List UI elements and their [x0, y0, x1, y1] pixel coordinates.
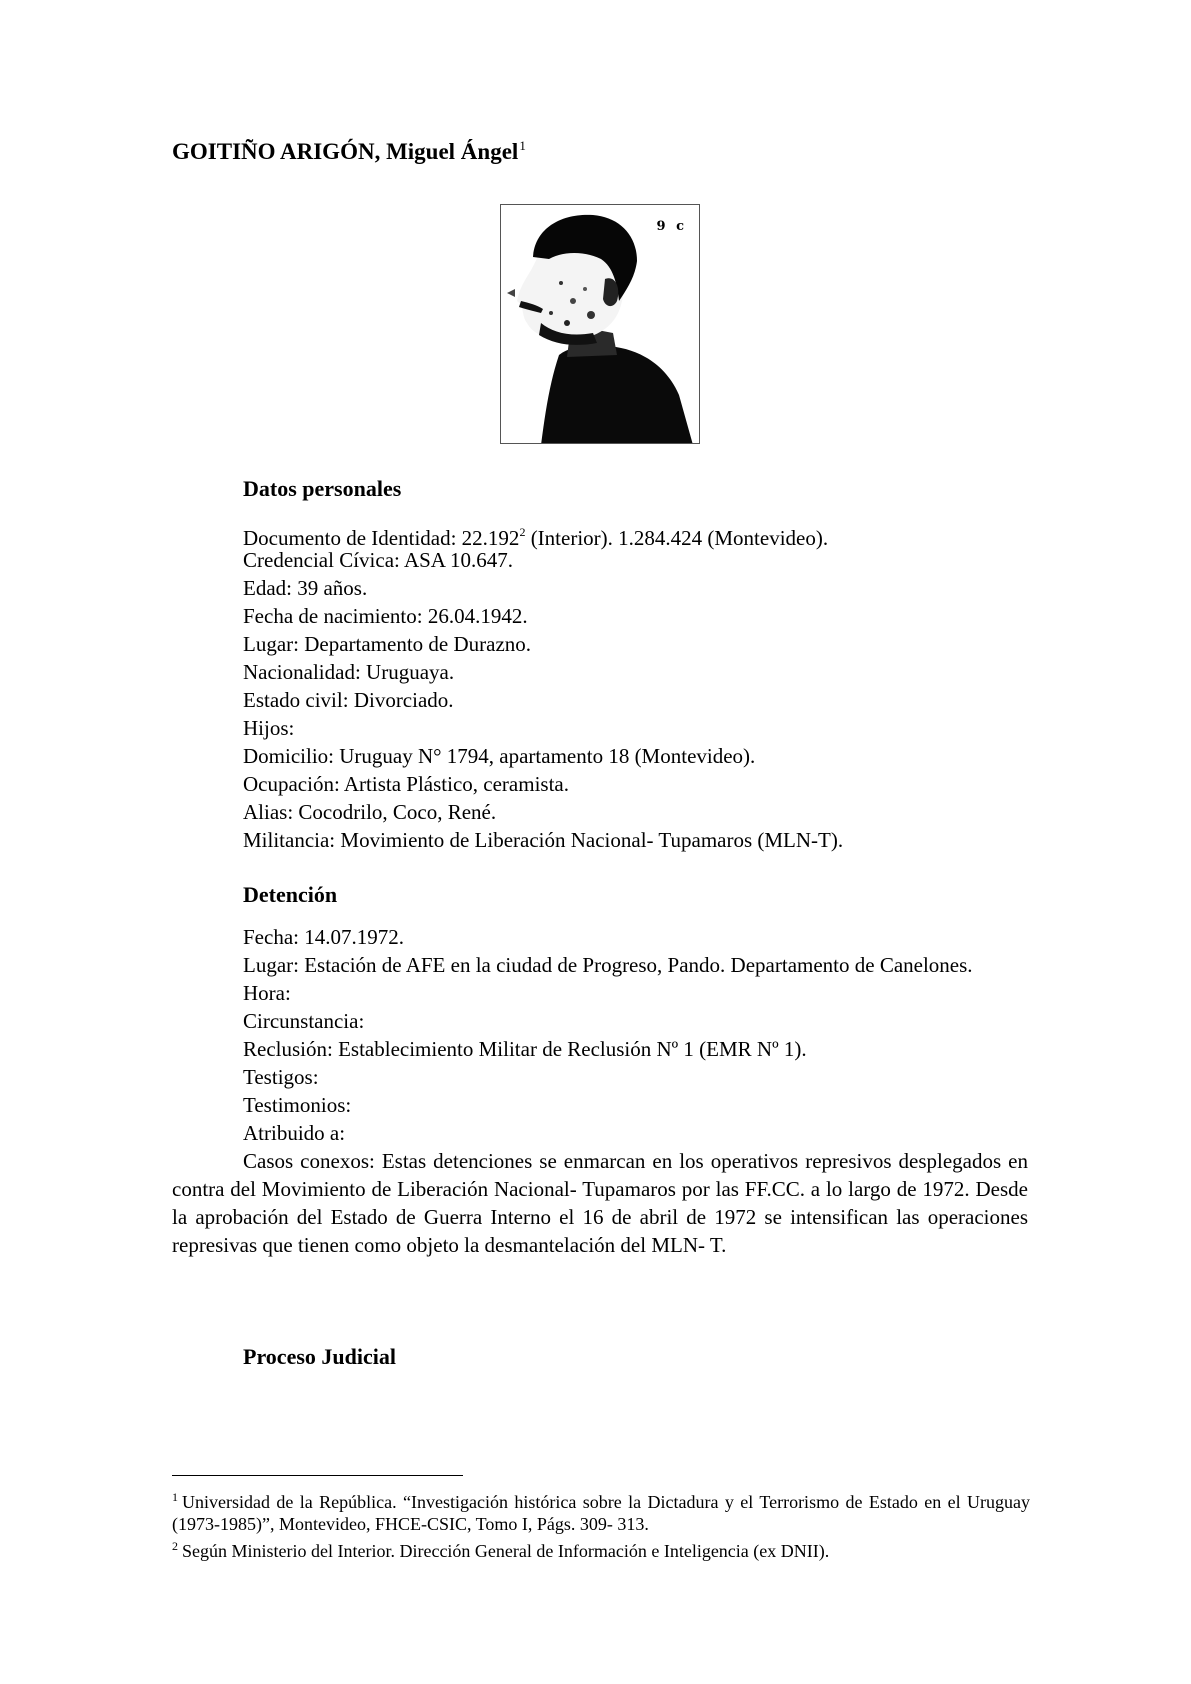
doc-line	[172, 518, 1028, 550]
photo-label: 9 c	[656, 219, 687, 234]
detention-line: Testimonios:	[243, 1093, 352, 1117]
personal-line: Credencial Cívica: ASA 10.647.	[243, 548, 514, 572]
personal-line: Fecha de nacimiento: 26.04.1942.	[243, 604, 528, 628]
footnote-text: Universidad de la República. “Investigación histórica sobre la Dictadura y el Terrorismo de Estado en el Uruguay (1973-1985)”, Montevideo, FHCE-CSIC, Tomo I, Págs. 309- 313.	[172, 1492, 1030, 1534]
detention-line: Reclusión: Establecimiento Militar de Reclusión Nº 1 (EMR Nº 1).	[243, 1037, 807, 1061]
footnote-2	[172, 1535, 1030, 1562]
detention-line: Atribuido a:	[243, 1121, 346, 1145]
footnote-ref-2: 2	[519, 525, 526, 539]
personal-line: Hijos:	[243, 716, 295, 740]
detention-date: Fecha: 14.07.1972.	[243, 925, 404, 949]
page-title	[172, 138, 526, 165]
personal-line: Estado civil: Divorciado.	[243, 688, 454, 712]
personal-line: Militancia: Movimiento de Liberación Nacional- Tupamaros (MLN-T).	[243, 828, 844, 852]
footnote-number: 2	[172, 1539, 178, 1553]
doc-suffix: (Interior). 1.284.424 (Montevideo).	[525, 526, 829, 550]
footnotes	[172, 1486, 1030, 1562]
footnote-1	[172, 1486, 1030, 1535]
personal-line: Ocupación: Artista Plástico, ceramista.	[243, 772, 569, 796]
title-text: GOITIÑO ARIGÓN, Miguel Ángel	[172, 139, 519, 164]
heading-detencion: Detención	[243, 882, 338, 907]
doc-prefix: Documento de Identidad: 22.192	[243, 526, 520, 550]
footnote-divider	[172, 1475, 463, 1476]
detention-line: Testigos:	[243, 1065, 319, 1089]
detention-place: Lugar: Estación de AFE en la ciudad de Progreso, Pando. Departamento de Canelones.	[243, 953, 973, 977]
personal-line: Edad: 39 años.	[243, 576, 368, 600]
footnote-number: 1	[172, 1490, 178, 1504]
personal-line: Alias: Cocodrilo, Coco, René.	[243, 800, 497, 824]
footnote-text: Según Ministerio del Interior. Dirección General de Información e Inteligencia (ex DNII).	[182, 1541, 830, 1561]
detention-line: Circunstancia:	[243, 1009, 365, 1033]
profile-portrait-image	[501, 205, 700, 444]
personal-line: Lugar: Departamento de Durazno.	[243, 632, 532, 656]
heading-proceso-judicial: Proceso Judicial	[243, 1344, 396, 1369]
detention-line: Hora:	[243, 981, 291, 1005]
personal-line: Nacionalidad: Uruguaya.	[243, 660, 455, 684]
heading-datos-personales: Datos personales	[243, 476, 402, 501]
personal-line: Domicilio: Uruguay N° 1794, apartamento 18 (Montevideo).	[243, 744, 756, 768]
footnote-ref-1: 1	[519, 138, 526, 153]
detention-section	[172, 923, 1028, 1259]
prisoner-photo	[500, 204, 700, 444]
related-cases-paragraph: Casos conexos: Estas detenciones se enmarcan en los operativos represivos desplegados en contra del Movimiento de Liberación Nacional- Tupamaros por las FF.CC. a lo largo de 1972. Desde la aprobación del Estado de Guerra Interno el 16 de abril de 1972 se intensifican las operaciones represivas que tienen como objeto la desmantelación del MLN- T.	[172, 1149, 1028, 1257]
personal-data-section	[172, 518, 1028, 854]
